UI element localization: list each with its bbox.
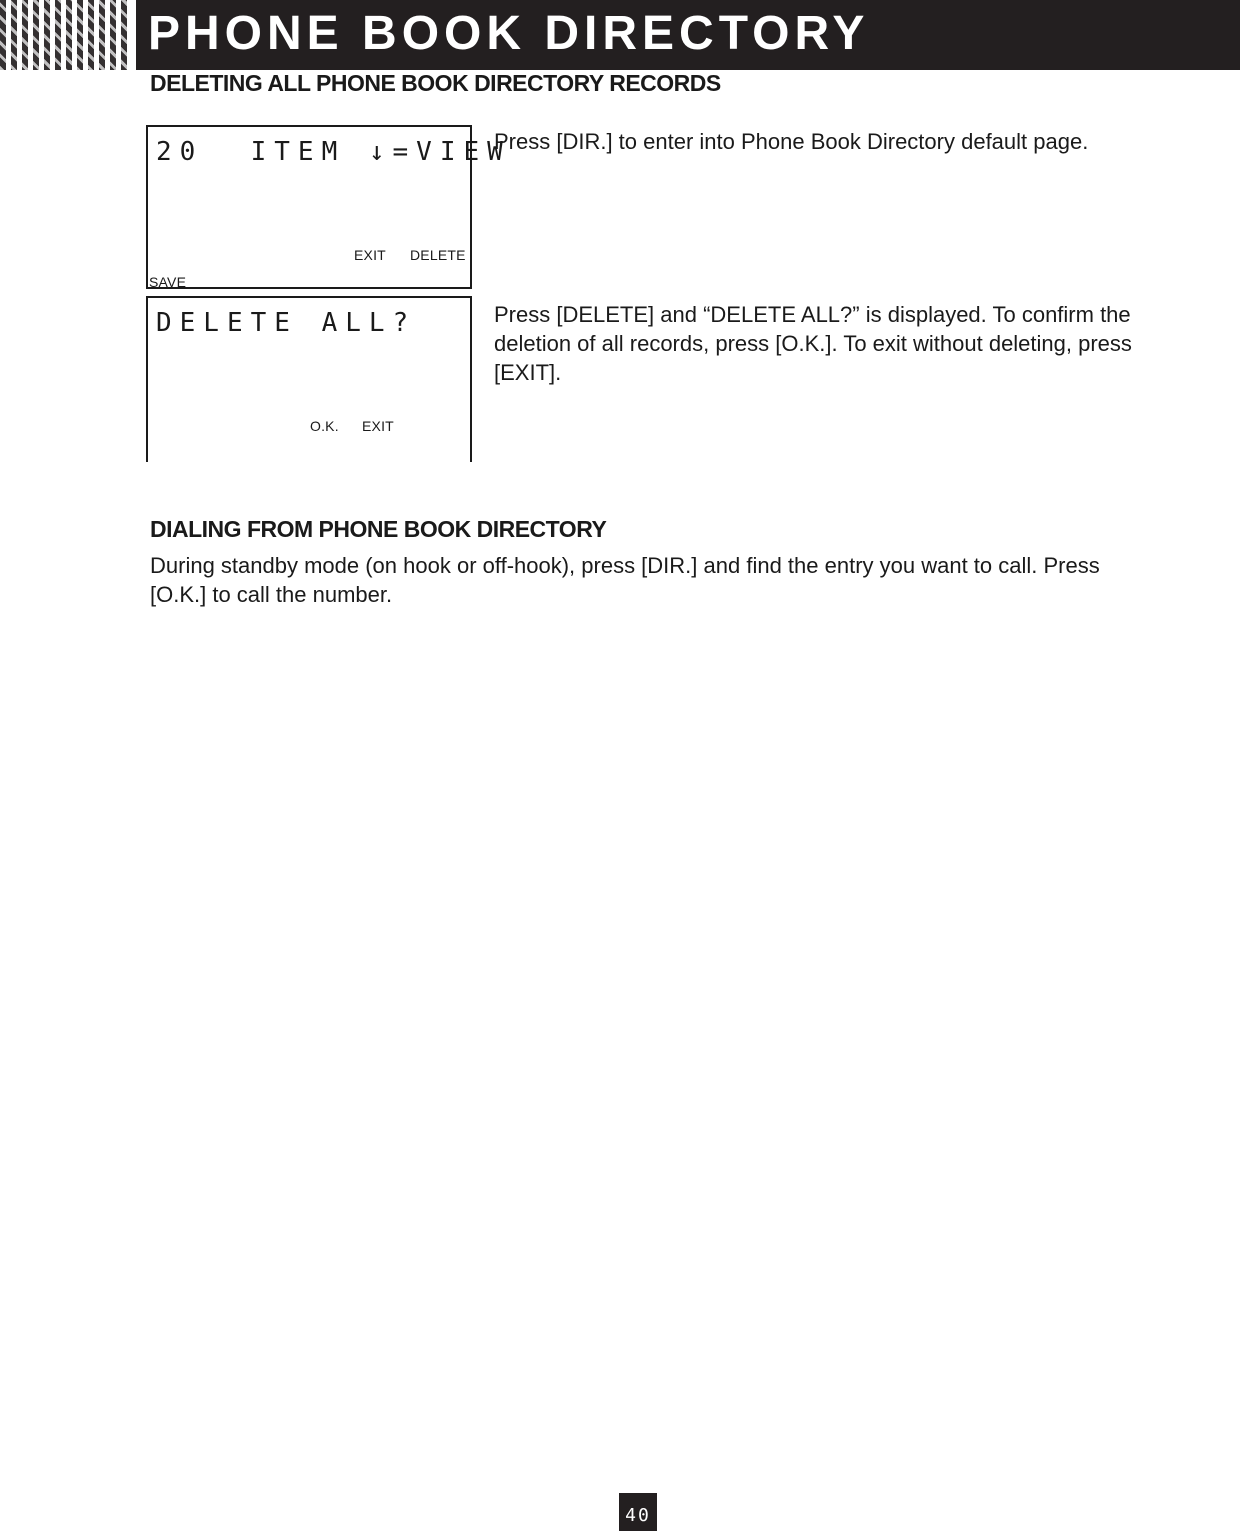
softkey-save-label: SAVE [149, 274, 187, 290]
softkey-exit-label: EXIT [354, 247, 386, 263]
step-1-instruction: Press [DIR.] to enter into Phone Book Directory default page. [494, 129, 1089, 154]
step-2-instruction: Press [DELETE] and “DELETE ALL?” is displayed. To confirm the deletion of all records, press [O.K.]. To exit without deleting, press [EXIT]. [494, 302, 1132, 385]
lcd-text: DELETE ALL? [156, 308, 417, 338]
lcd-text: 20 ITEM ↓=VIEW [156, 137, 511, 167]
softkey-ok-label: O.K. [310, 418, 339, 434]
page-number: 40 [619, 1493, 657, 1531]
brand-logo-pattern [0, 0, 128, 70]
lcd-screen-delete-all [146, 296, 472, 462]
page-title: PHONE BOOK DIRECTORY [148, 7, 870, 60]
header-bar [136, 0, 1240, 70]
lcd-screen-default-page [146, 125, 511, 290]
section-title-delete-all: DELETING ALL PHONE BOOK DIRECTORY RECORDS [150, 70, 721, 96]
section-title-dialing: DIALING FROM PHONE BOOK DIRECTORY [150, 516, 607, 542]
softkey-delete-label: DELETE [410, 247, 466, 263]
dialing-instruction: During standby mode (on hook or off-hook), press [DIR.] and find the entry you want to call. Press [O.K.] to call the number. [150, 553, 1100, 607]
softkey-exit-label: EXIT [362, 418, 394, 434]
